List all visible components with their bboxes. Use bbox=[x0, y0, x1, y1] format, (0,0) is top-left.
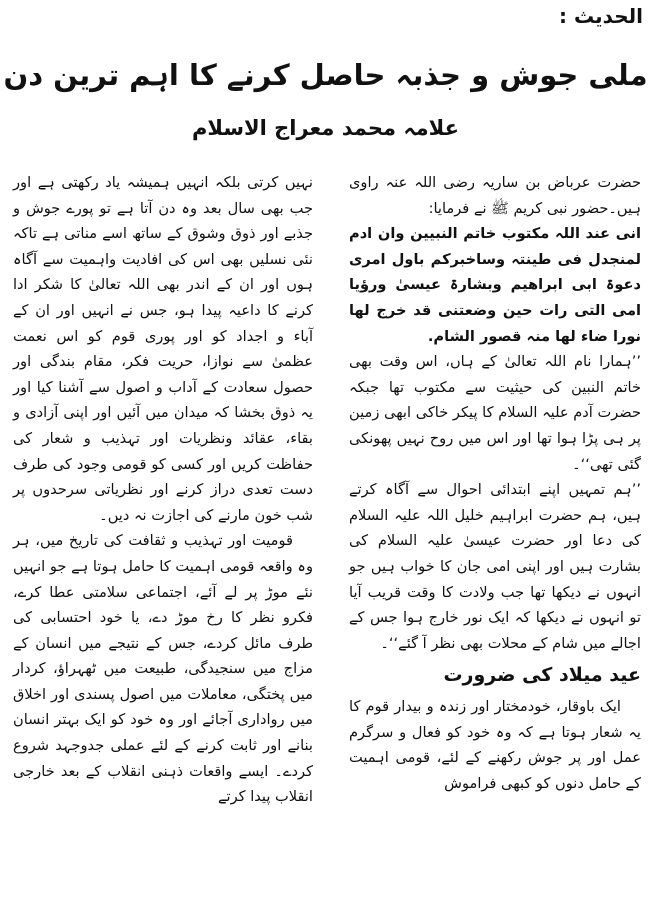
author-name: علامہ محمد معراج الاسلام bbox=[192, 116, 459, 140]
paragraph: نہیں کرتی بلکہ انہیں ہمیشہ یاد رکھتی ہے اور جب بھی سال بعد وہ دن آتا ہے تو پورے جوش و جذبے اور ذوق وشوق کے ساتھ اسے مناتی ہے تاکہ نئی نسلیں بھی اس کی افادیت واہمیت سے آگاہ ہوں اور ان کے اندر بھی اللہ تعالیٰ کا شکر ادا کرنے کا داعیہ پیدا ہو، جس نے انہیں اور ان کے آباء و اجداد کو اور پوری قوم کو اس نعمت عظمیٰ سے نوازا، حریت فکر، مقام بندگی اور حصول سعادت کے آداب و اصول سے آشنا کیا اور یہ ذوق بخشا کہ میدان میں آئیں اور اپنی آزادی و بقاء، عقائد ونظریات اور تہذیب و شعار کی حفاظت کریں اور کسی کو قومی وجود کی طرف دست تعدی دراز کرنے اور نظریاتی سرحدوں پر شب خون مارنے کی اجازت نہ دیں۔ bbox=[13, 174, 313, 524]
section-label: الحدیث : bbox=[559, 4, 643, 28]
paragraph: ’’ہمارا نام اللہ تعالیٰ کے ہاں، اس وقت بھی خاتم النبین کی حیثیت سے مکتوب تھا جبکہ حضرت آدم علیہ السلام کا پیکر خاکی ابھی زمین پر ہی پڑا ہوا تھا اور اس میں روح نہیں پھونکی گئی تھی‘‘۔ bbox=[349, 353, 641, 473]
right-column bbox=[349, 170, 641, 797]
paragraph: قومیت اور تہذیب و ثقافت کی تاریخ میں، ہر وہ واقعہ قومی اہمیت کا حامل ہوتا ہے جو انہیں نئے موڑ پر لے آئے، اجتماعی سلامتی عطا کرے، فکرو نظر کا رخ موڑ دے، یا خود احتسابی کی طرف مائل کردے، جس کے نتیجے میں انسان کے مزاج میں سنجیدگی، طبیعت میں ٹھہراؤ، کردار میں پختگی، معاملات میں اصول پسندی اور اخلاق میں رواداری آجائے اور وہ خود کو ایک بہتر انسان بنانے اور ثابت کرنے کے لئے عملی جدوجہد شروع کردے۔ ایسے واقعات ذہنی انقلاب کے بعد خارجی انقلاب پیدا کرتے bbox=[13, 532, 313, 806]
arabic-hadith-text: انی عند اللہ مکتوب خاتم النبیین وان ادم لمنجدل فی طینتہ وساخبرکم باول امری دعوۃ ابی ابراھیم وبشارۃ عیسیٰ ورؤیا امی التی رات حین وضعتنی قد خرج لھا نورا ضاء لھا منہ قصور الشام. bbox=[349, 225, 641, 345]
left-column bbox=[13, 170, 313, 810]
paragraph: حضرت عرباض بن ساریہ رضی اللہ عنہ راوی ہیں۔حضور نبی کریم ﷺ نے فرمایا: bbox=[349, 174, 641, 217]
subheading: عید میلاد کی ضرورت bbox=[443, 664, 641, 687]
article-title: ملی جوش و جذبہ حاصل کرنے کا اہم ترین دن bbox=[3, 58, 648, 92]
paragraph: ایک باوقار، خودمختار اور زندہ و بیدار قوم کا یہ شعار ہوتا ہے کہ وہ خود کو فعال و سرگرم عمل اور پر جوش رکھنے کے لئے، قومی اہمیت کے حامل دنوں کو کبھی فراموش bbox=[349, 698, 641, 793]
paragraph: ’’ہم تمہیں اپنے ابتدائی احوال سے آگاہ کرتے ہیں، ہم حضرت ابراہیم خلیل اللہ علیہ السلام کی دعا اور حضرت عیسیٰ علیہ السلام کی بشارت ہیں اور اپنی امی جان کا خواب ہیں جو انہوں نے دیکھا تھا جب ولادت کا وقت قریب آیا تو انہوں نے دیکھا کہ ایک نور خارج ہوا جس کے اجالے میں شام کے محلات بھی نظر آ گئے‘‘۔ bbox=[349, 481, 641, 652]
